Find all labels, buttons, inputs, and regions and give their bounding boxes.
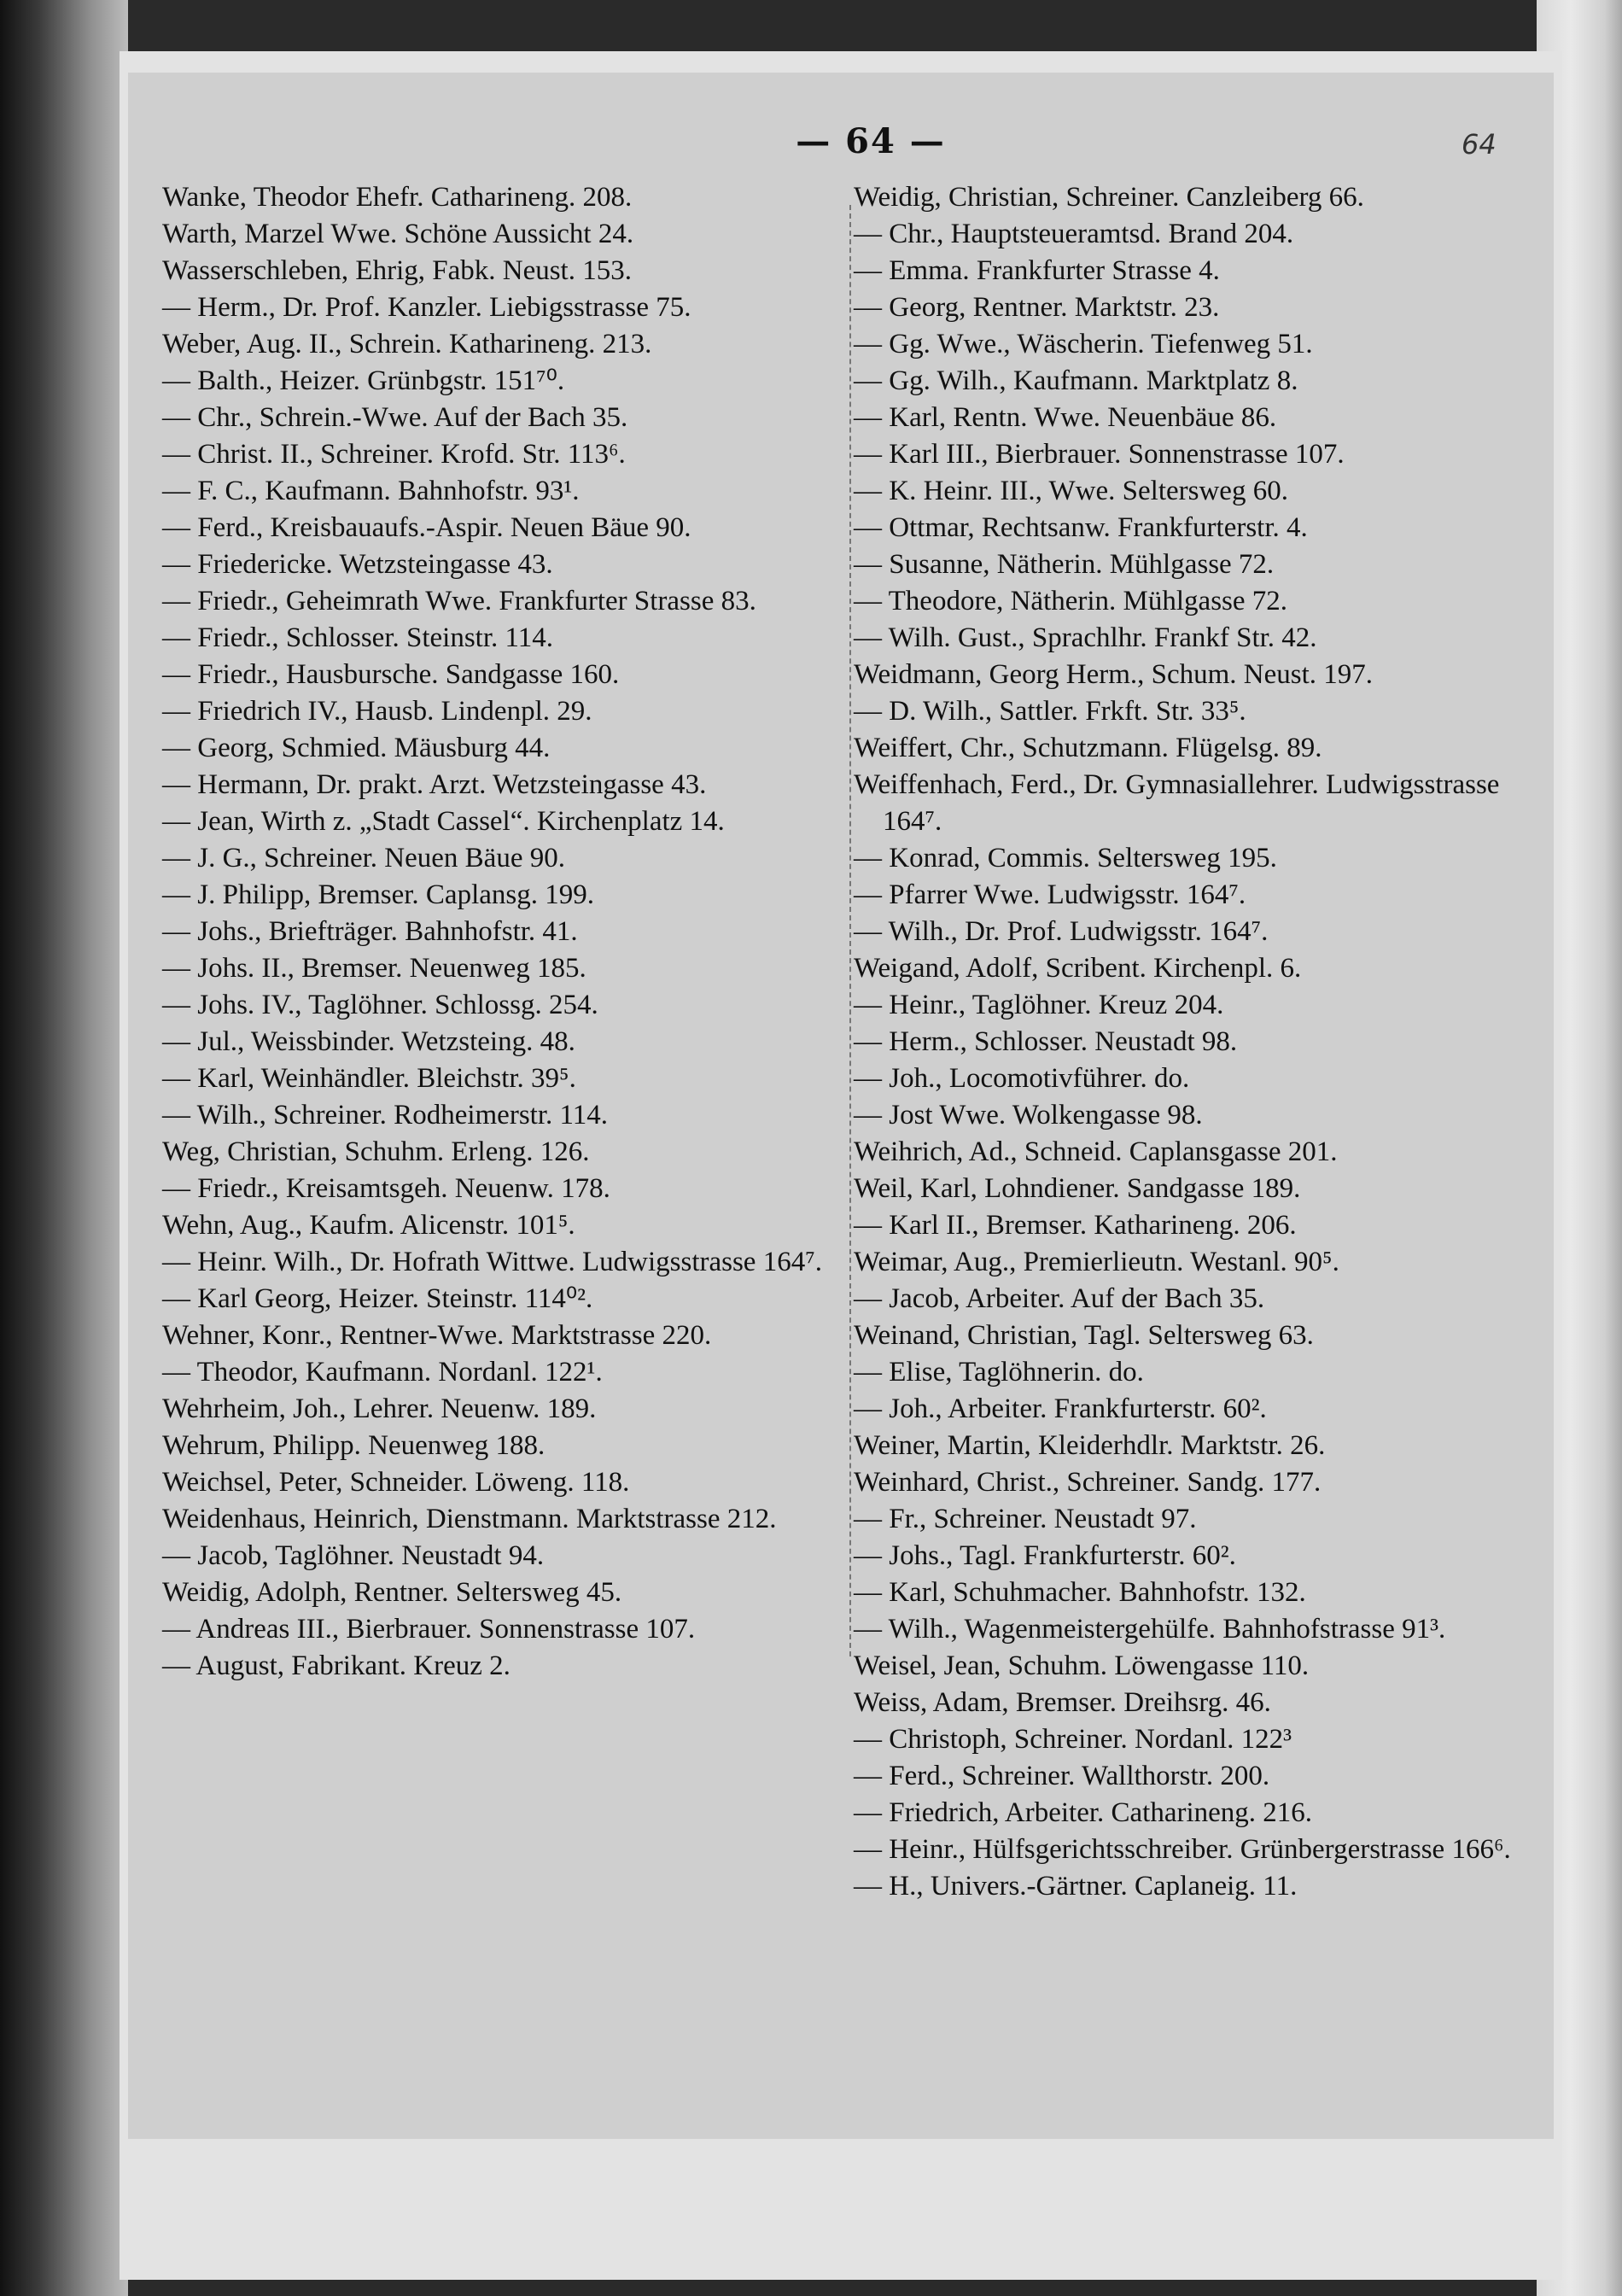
- directory-entry: — F. C., Kaufmann. Bahnhofstr. 93¹.: [162, 476, 580, 506]
- directory-entry: Weiffert, Chr., Schutzmann. Flügelsg. 89.: [854, 733, 1322, 763]
- directory-entry: Weidmann, Georg Herm., Schum. Neust. 197.: [854, 659, 1374, 690]
- directory-entry: Weiffenhach, Ferd., Dr. Gymnasiallehrer. Ludwigsstrasse 164⁷.: [854, 769, 1500, 837]
- directory-entry: Warth, Marzel Wwe. Schöne Aussicht 24.: [162, 219, 634, 249]
- directory-entry: — Jacob, Arbeiter. Auf der Bach 35.: [854, 1283, 1265, 1314]
- directory-entry: — Friedr., Geheimrath Wwe. Frankfurter Strasse 83.: [162, 586, 756, 616]
- directory-entry: Weimar, Aug., Premierlieutn. Westanl. 90⁵.: [854, 1247, 1339, 1277]
- directory-entry: Wehner, Konr., Rentner-Wwe. Marktstrasse 220.: [162, 1320, 712, 1351]
- directory-entry: — Herm., Dr. Prof. Kanzler. Liebigsstrasse 75.: [162, 292, 691, 323]
- directory-entry: Weinhard, Christ., Schreiner. Sandg. 177.: [854, 1467, 1322, 1498]
- column-divider: [849, 205, 851, 1656]
- directory-entry: — Pfarrer Wwe. Ludwigsstr. 164⁷.: [854, 879, 1246, 910]
- directory-entry: — Hermann, Dr. prakt. Arzt. Wetzsteingasse 43.: [162, 769, 707, 800]
- directory-entry: Weinand, Christian, Tagl. Seltersweg 63.: [854, 1320, 1314, 1351]
- directory-entry: — Heinr., Taglöhner. Kreuz 204.: [854, 990, 1224, 1020]
- directory-entry: — Ferd., Kreisbauaufs.-Aspir. Neuen Bäue 90.: [162, 512, 691, 543]
- directory-entry: — Ferd., Schreiner. Wallthorstr. 200.: [854, 1761, 1270, 1791]
- directory-entry: Wehrum, Philipp. Neuenweg 188.: [162, 1430, 546, 1461]
- directory-entry: — Georg, Rentner. Marktstr. 23.: [854, 292, 1220, 323]
- directory-entry: — Theodore, Nätherin. Mühlgasse 72.: [854, 586, 1288, 616]
- directory-entry: — Jul., Weissbinder. Wetzsteing. 48.: [162, 1026, 575, 1057]
- directory-entry: — Balth., Heizer. Grünbgstr. 151⁷⁰.: [162, 365, 565, 396]
- left-column: [162, 179, 845, 2126]
- directory-entry: — H., Univers.-Gärtner. Caplaneig. 11.: [854, 1871, 1298, 1902]
- directory-entry: — Friedrich, Arbeiter. Catharineng. 216.: [854, 1797, 1313, 1828]
- directory-entry: Weiss, Adam, Bremser. Dreihsrg. 46.: [854, 1687, 1271, 1718]
- directory-entry: — Theodor, Kaufmann. Nordanl. 122¹.: [162, 1357, 603, 1388]
- directory-entry: — Joh., Arbeiter. Frankfurterstr. 60².: [854, 1393, 1267, 1424]
- directory-entry: — Friedrich IV., Hausb. Lindenpl. 29.: [162, 696, 592, 727]
- directory-entry: — Friedr., Schlosser. Steinstr. 114.: [162, 622, 554, 653]
- directory-entry: Weidig, Christian, Schreiner. Canzleiberg 66.: [854, 182, 1364, 213]
- directory-entry: — Fr., Schreiner. Neustadt 97.: [854, 1504, 1197, 1534]
- directory-entry: Weisel, Jean, Schuhm. Löwengasse 110.: [854, 1650, 1310, 1681]
- directory-entry: — Joh., Locomotivführer. do.: [854, 1063, 1190, 1094]
- directory-entry: — Gg. Wwe., Wäscherin. Tiefenweg 51.: [854, 329, 1313, 359]
- directory-entry: — Friedericke. Wetzsteingasse 43.: [162, 549, 553, 580]
- directory-entry: Weidig, Adolph, Rentner. Seltersweg 45.: [162, 1577, 622, 1608]
- directory-entry: — K. Heinr. III., Wwe. Seltersweg 60.: [854, 476, 1288, 506]
- directory-entry: — Susanne, Nätherin. Mühlgasse 72.: [854, 549, 1275, 580]
- directory-entry: — Karl, Weinhändler. Bleichstr. 39⁵.: [162, 1063, 576, 1094]
- directory-entry: Weg, Christian, Schuhm. Erleng. 126.: [162, 1136, 590, 1167]
- directory-entry: — Konrad, Commis. Seltersweg 195.: [854, 843, 1277, 873]
- directory-entry: — Christ. II., Schreiner. Krofd. Str. 113⁶.: [162, 439, 626, 470]
- directory-entry: — Wilh., Dr. Prof. Ludwigsstr. 164⁷.: [854, 916, 1269, 947]
- directory-entry: — Karl, Rentn. Wwe. Neuenbäue 86.: [854, 402, 1277, 433]
- right-column: [854, 179, 1520, 2126]
- directory-entry: Weber, Aug. II., Schrein. Katharineng. 213.: [162, 329, 652, 359]
- directory-entry: — Johs., Tagl. Frankfurterstr. 60².: [854, 1540, 1236, 1571]
- directory-entry: — Karl III., Bierbrauer. Sonnenstrasse 107.: [854, 439, 1345, 470]
- directory-entry: — Herm., Schlosser. Neustadt 98.: [854, 1026, 1238, 1057]
- directory-entry: — Heinr., Hülfsgerichtsschreiber. Grünbergerstrasse 166⁶.: [854, 1834, 1511, 1865]
- directory-entry: — Friedr., Hausbursche. Sandgasse 160.: [162, 659, 620, 690]
- directory-entry: Wanke, Theodor Ehefr. Catharineng. 208.: [162, 182, 633, 213]
- directory-entry: Weil, Karl, Lohndiener. Sandgasse 189.: [854, 1173, 1301, 1204]
- directory-entry: — Wilh. Gust., Sprachlhr. Frankf Str. 42.: [854, 622, 1317, 653]
- directory-entry: — Johs., Briefträger. Bahnhofstr. 41.: [162, 916, 578, 947]
- directory-entry: Wehn, Aug., Kaufm. Alicenstr. 101⁵.: [162, 1210, 575, 1241]
- directory-entry: — Friedr., Kreisamtsgeh. Neuenw. 178.: [162, 1173, 610, 1204]
- directory-entry: — Johs. II., Bremser. Neuenweg 185.: [162, 953, 586, 984]
- directory-entry: — J. Philipp, Bremser. Caplansg. 199.: [162, 879, 594, 910]
- directory-entry: — Jean, Wirth z. „Stadt Cassel“. Kirchenplatz 14.: [162, 806, 725, 837]
- directory-entry: — Wilh., Wagenmeistergehülfe. Bahnhofstrasse 91³.: [854, 1614, 1446, 1645]
- directory-entry: Wehrheim, Joh., Lehrer. Neuenw. 189.: [162, 1393, 597, 1424]
- directory-entry: — Ottmar, Rechtsanw. Frankfurterstr. 4.: [854, 512, 1308, 543]
- directory-entry: Weiner, Martin, Kleiderhdlr. Marktstr. 26.: [854, 1430, 1326, 1461]
- directory-entry: Wasserschleben, Ehrig, Fabk. Neust. 153.: [162, 255, 632, 286]
- directory-entry: — Chr., Hauptsteueramtsd. Brand 204.: [854, 219, 1294, 249]
- directory-entry: — D. Wilh., Sattler. Frkft. Str. 33⁵.: [854, 696, 1246, 727]
- directory-entry: Weidenhaus, Heinrich, Dienstmann. Marktstrasse 212.: [162, 1504, 777, 1534]
- directory-entry: — Emma. Frankfurter Strasse 4.: [854, 255, 1220, 286]
- directory-entry: — Karl Georg, Heizer. Steinstr. 114⁰².: [162, 1283, 593, 1314]
- directory-entry: — Chr., Schrein.-Wwe. Auf der Bach 35.: [162, 402, 628, 433]
- directory-entry: Weihrich, Ad., Schneid. Caplansgasse 201.: [854, 1136, 1338, 1167]
- directory-entry: — Wilh., Schreiner. Rodheimerstr. 114.: [162, 1100, 609, 1130]
- directory-entry: — Karl II., Bremser. Katharineng. 206.: [854, 1210, 1297, 1241]
- directory-entry: — Jost Wwe. Wolkengasse 98.: [854, 1100, 1203, 1130]
- directory-entry: — Andreas III., Bierbrauer. Sonnenstrasse 107.: [162, 1614, 696, 1645]
- directory-entry: — Christoph, Schreiner. Nordanl. 122³: [854, 1724, 1292, 1755]
- directory-entry: Weichsel, Peter, Schneider. Löweng. 118.: [162, 1467, 630, 1498]
- handwritten-page-number: 64: [1462, 128, 1497, 161]
- directory-entry: Weigand, Adolf, Scribent. Kirchenpl. 6.: [854, 953, 1302, 984]
- directory-entry: — Elise, Taglöhnerin. do.: [854, 1357, 1144, 1388]
- directory-entry: — Jacob, Taglöhner. Neustadt 94.: [162, 1540, 545, 1571]
- directory-entry: — Gg. Wilh., Kaufmann. Marktplatz 8.: [854, 365, 1298, 396]
- directory-entry: — August, Fabrikant. Kreuz 2.: [162, 1650, 511, 1681]
- directory-entry: — Karl, Schuhmacher. Bahnhofstr. 132.: [854, 1577, 1306, 1608]
- directory-entry: — J. G., Schreiner. Neuen Bäue 90.: [162, 843, 565, 873]
- book-binding-edge: [0, 0, 128, 2296]
- page-number: — 64 —: [796, 121, 946, 161]
- directory-entry: — Georg, Schmied. Mäusburg 44.: [162, 733, 551, 763]
- directory-entry: — Johs. IV., Taglöhner. Schlossg. 254.: [162, 990, 598, 1020]
- directory-entry: — Heinr. Wilh., Dr. Hofrath Wittwe. Ludwigsstrasse 164⁷.: [162, 1247, 822, 1277]
